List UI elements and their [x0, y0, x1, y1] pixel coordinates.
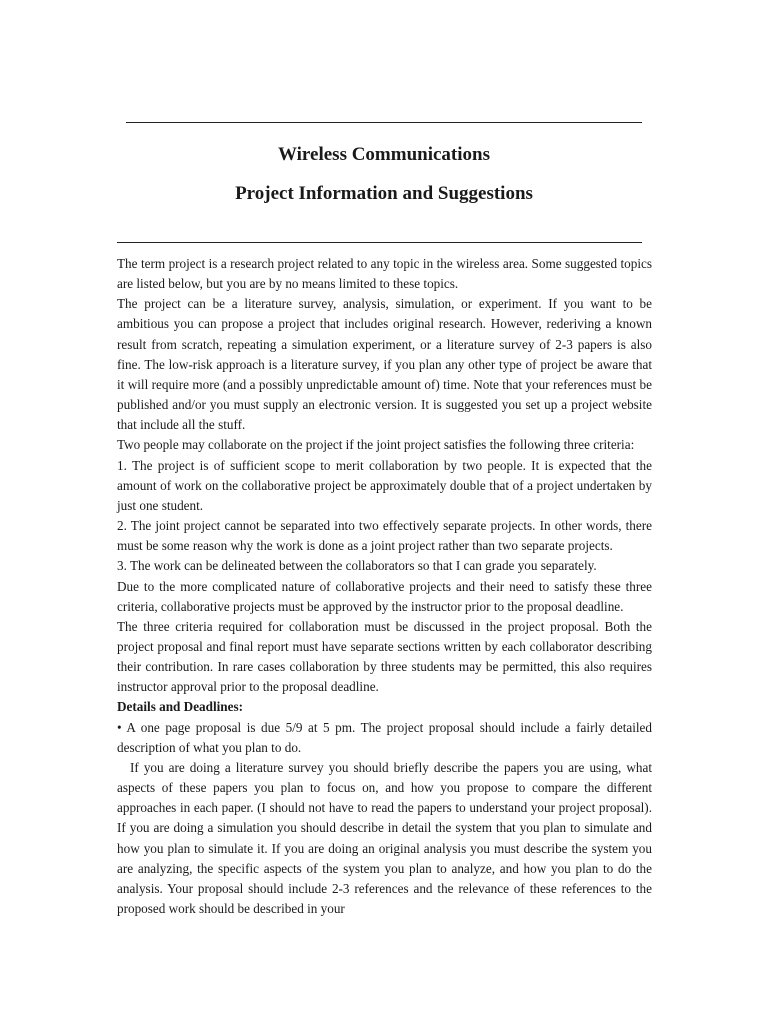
criteria-item-2: 2. The joint project cannot be separated into two effectively separate projects. In other words, there must be some reason why the work is done as a joint project rather than two separate projects.	[117, 518, 652, 554]
paragraph-collaboration: Two people may collaborate on the project if the joint project satisfies the following three criteria:	[117, 437, 635, 453]
document-body	[117, 254, 652, 919]
paragraph-criteria-discussion: The three criteria required for collaboration must be discussed in the project proposal. Both the project proposal and final report must have separate sections written by each collaborator describing their contribution. In rare cases collaboration by three students may be permitted, this also requires instructor approval prior to the proposal deadline.	[117, 618, 652, 695]
paragraph-intro: The term project is a research project related to any topic in the wireless area. Some suggested topics are listed below, but you are by no means limited to these topics.	[117, 256, 652, 292]
document-title: Wireless Communications	[278, 144, 490, 165]
bottom-rule	[117, 242, 642, 243]
paragraph-proposal-details: If you are doing a literature survey you should briefly describe the papers you are using, what aspects of these papers you plan to focus on, and how you propose to compare the different approaches in each paper. (I should not have to read the papers to understand your project proposal). If you are doing a simulation you should describe in detail the system that you plan to simulate and how you plan to simulate it. If you are doing an original analysis you must describe the system you are analyzing, the specific aspects of the system you plan to analyze, and how you plan to do the analysis. Your proposal should include 2-3 references and the relevance of these references to the proposed work should be described in your	[117, 759, 652, 916]
top-rule	[126, 122, 642, 123]
criteria-item-3: 3. The work can be delineated between the collaborators so that I can grade you separately.	[117, 558, 597, 574]
section-heading-deadlines: Details and Deadlines:	[117, 699, 244, 715]
bullet-proposal: • A one page proposal is due 5/9 at 5 pm. The project proposal should include a fairly detailed description of what you plan to do.	[117, 719, 652, 755]
criteria-item-1: 1. The project is of sufficient scope to merit collaboration by two people. It is expected that the amount of work on the collaborative project be approximately double that of a project undertaken by just one student.	[117, 457, 652, 513]
document-subtitle: Project Information and Suggestions	[235, 183, 533, 204]
paragraph-approval: Due to the more complicated nature of collaborative projects and their need to satisfy these three criteria, collaborative projects must be approved by the instructor prior to the proposal deadline.	[117, 578, 652, 614]
paragraph-project-types: The project can be a literature survey, analysis, simulation, or experiment. If you want to be ambitious you can propose a project that includes original research. However, rederiving a known result from scratch, repeating a simulation experiment, or a literature survey of 2-3 papers is also fine. The low-risk approach is a literature survey, if you plan any other type of project be aware that it will require more (and a possibly unpredictable amount of) time. Note that your references must be published and/or you must supply an electronic version. It is suggested you set up a project website that include all the stuff.	[117, 296, 652, 433]
